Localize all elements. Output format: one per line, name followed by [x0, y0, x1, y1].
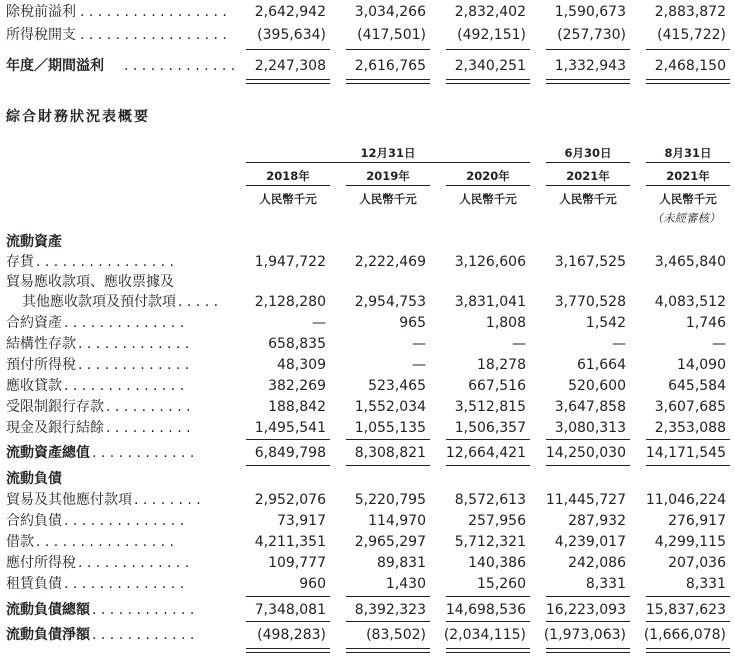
cell: 3,167,525	[554, 254, 626, 270]
cell: 5,220,795	[354, 492, 426, 508]
cell: 14,090	[677, 357, 726, 373]
leader-dots: . . . . . . . . . . . . . . . . .	[80, 4, 227, 20]
row-label: 借款	[6, 534, 34, 550]
total-row	[0, 443, 735, 463]
cell: 15,837,623	[645, 602, 726, 618]
divider	[246, 162, 530, 163]
cell: 1,542	[585, 315, 626, 331]
cell: 8,331	[685, 576, 726, 592]
cell: 1,430	[385, 576, 426, 592]
cell: —	[512, 336, 526, 352]
cell: 4,239,017	[554, 534, 626, 550]
cell: —	[312, 315, 326, 331]
cell: (417,501)	[357, 27, 426, 43]
cell: 2,642,942	[254, 4, 326, 20]
cell: 2,353,088	[654, 420, 726, 436]
header-unit: 人民幣千元	[459, 192, 517, 206]
leader-dots: . . . . . . . . . . . .	[92, 627, 195, 643]
section-title: 綜合財務狀況表概要	[6, 109, 150, 125]
cell: 2,222,469	[354, 254, 426, 270]
cell: (2,034,115)	[443, 627, 526, 643]
double-underline	[346, 79, 430, 84]
leader-dots: . . . . . . . . . . . .	[92, 445, 195, 461]
cell: 15,260	[477, 576, 526, 592]
cell: 1,055,135	[354, 420, 426, 436]
divider	[346, 439, 430, 440]
row-label: 流動負債	[6, 471, 62, 487]
header-group-jun: 6月30日	[564, 146, 612, 160]
cell: 3,607,685	[654, 399, 726, 415]
cell: 2,965,297	[354, 534, 426, 550]
table-row	[0, 313, 735, 333]
leader-dots: . . . . . . . . . . . . . .	[64, 513, 185, 529]
divider	[646, 185, 730, 186]
header-group-aug: 8月31日	[664, 146, 712, 160]
cell: 382,269	[268, 378, 326, 394]
table-row	[0, 397, 735, 417]
cell: 3,512,815	[454, 399, 526, 415]
leader-dots: . . . . . . . . . . . . .	[124, 58, 236, 74]
cell: 7,348,081	[254, 602, 326, 618]
divider	[546, 621, 630, 622]
cell: 1,590,673	[554, 4, 626, 20]
cell: (1,666,078)	[643, 627, 726, 643]
row-label: 流動負債總額	[6, 602, 90, 618]
double-underline	[446, 79, 530, 84]
cell: 3,770,528	[554, 294, 626, 310]
divider	[246, 49, 330, 50]
divider	[446, 439, 530, 440]
divider	[546, 49, 630, 50]
table-row	[0, 376, 735, 396]
header-unit: 人民幣千元	[559, 192, 617, 206]
table-row	[0, 2, 735, 22]
row-label: 存貨	[6, 254, 34, 270]
cell: 523,465	[368, 378, 426, 394]
divider	[546, 465, 630, 466]
cell: 8,308,821	[354, 445, 426, 461]
cell: 3,647,858	[554, 399, 626, 415]
divider	[646, 49, 730, 50]
divider	[446, 596, 530, 597]
table-row	[0, 25, 735, 45]
divider	[446, 621, 530, 622]
divider	[246, 621, 330, 622]
leader-dots: . . . . . . . . . . . . . . . . .	[80, 27, 227, 43]
cell: 5,712,321	[454, 534, 526, 550]
row-label: 受限制銀行存款	[6, 399, 104, 415]
header-unit: 人民幣千元	[359, 192, 417, 206]
divider	[646, 162, 730, 163]
divider	[446, 185, 530, 186]
leader-dots: . . . . . . . . . . . .	[92, 602, 195, 618]
cell: 276,917	[668, 513, 726, 529]
leader-dots: . . . . . . . . . .	[106, 399, 191, 415]
header-year: 2021年	[666, 169, 710, 183]
divider	[346, 185, 430, 186]
row-label: 合約資產	[6, 315, 62, 331]
divider	[346, 49, 430, 50]
double-underline	[646, 79, 730, 84]
table-row	[0, 292, 735, 312]
leader-dots: . . . . . . . . . . . . . .	[64, 315, 185, 331]
leader-dots: . . . . . . . . . . . . .	[78, 357, 190, 373]
divider	[646, 621, 730, 622]
divider	[546, 185, 630, 186]
cell: 3,126,606	[454, 254, 526, 270]
divider	[246, 185, 330, 186]
total-row	[0, 600, 735, 620]
cell: 2,952,076	[254, 492, 326, 508]
row-label: 結構性存款	[6, 336, 76, 352]
divider	[546, 439, 630, 440]
cell: 109,777	[268, 555, 326, 571]
cell: 3,080,313	[554, 420, 626, 436]
leader-dots: . . . . . . . . . . . . .	[78, 336, 190, 352]
cell: 2,832,402	[454, 4, 526, 20]
double-underline	[346, 648, 430, 653]
header-year: 2021年	[566, 169, 610, 183]
cell: —	[712, 336, 726, 352]
header-year: 2020年	[466, 169, 510, 183]
leader-dots: . . . . .	[178, 294, 219, 310]
header-unit: 人民幣千元	[659, 192, 717, 206]
table-row	[0, 272, 735, 292]
double-underline	[246, 79, 330, 84]
cell: 61,664	[577, 357, 626, 373]
cell: 4,083,512	[654, 294, 726, 310]
row-label: 應收貸款	[6, 378, 62, 394]
divider	[646, 465, 730, 466]
table-row	[0, 252, 735, 272]
table-row	[0, 532, 735, 552]
cell: 4,299,115	[654, 534, 726, 550]
leader-dots: . . . . . . . . . . . . . . . .	[36, 534, 174, 550]
table-row	[0, 56, 735, 76]
leader-dots: . . . . . . . . . . . . . .	[64, 576, 185, 592]
cell: (83,502)	[366, 627, 426, 643]
row-label: 流動負債淨額	[6, 627, 90, 643]
divider	[246, 439, 330, 440]
cell: 14,698,536	[445, 602, 526, 618]
cell: 8,331	[585, 576, 626, 592]
row-label: 流動資產總值	[6, 445, 90, 461]
cell: 3,831,041	[454, 294, 526, 310]
row-label: 除稅前溢利	[6, 4, 76, 20]
cell: 2,954,753	[354, 294, 426, 310]
cell: 3,465,840	[654, 254, 726, 270]
table-row	[0, 574, 735, 594]
cell: (415,722)	[657, 27, 726, 43]
cell: 2,616,765	[354, 58, 426, 74]
header-unit: 人民幣千元	[259, 192, 317, 206]
row-label: 年度／期間溢利	[6, 58, 104, 74]
cell: 140,386	[468, 555, 526, 571]
header-unaudited: （未經審核）	[651, 211, 721, 225]
divider	[646, 439, 730, 440]
cell: 8,572,613	[454, 492, 526, 508]
cell: 48,309	[277, 357, 326, 373]
cell: 1,332,943	[554, 58, 626, 74]
cell: 16,223,093	[545, 602, 626, 618]
row-label: 現金及銀行結餘	[6, 420, 104, 436]
table-row	[0, 355, 735, 375]
row-label: 合約負債	[6, 513, 62, 529]
net-row	[0, 625, 735, 645]
divider	[646, 596, 730, 597]
double-underline	[246, 648, 330, 653]
leader-dots: . . . . . . . .	[134, 492, 201, 508]
row-label: 應付所得稅	[6, 555, 76, 571]
row-label: 所得稅開支	[6, 27, 76, 43]
cell: (1,973,063)	[543, 627, 626, 643]
leader-dots: . . . . . . . . . . . . .	[78, 555, 190, 571]
cell: 1,746	[685, 315, 726, 331]
row-label: 貿易及其他應付款項	[6, 492, 132, 508]
cell: (395,634)	[257, 27, 326, 43]
divider	[446, 465, 530, 466]
cell: (492,151)	[457, 27, 526, 43]
cell: 2,128,280	[254, 294, 326, 310]
cell: 965	[399, 315, 426, 331]
double-underline	[446, 648, 530, 653]
cell: 14,250,030	[545, 445, 626, 461]
table-row	[0, 334, 735, 354]
cell: 1,808	[485, 315, 526, 331]
leader-dots: . . . . . . . . . . . . . . . .	[36, 254, 174, 270]
cell: 114,970	[368, 513, 426, 529]
cell: 11,046,224	[645, 492, 726, 508]
cell: 188,842	[268, 399, 326, 415]
section-heading	[0, 469, 735, 489]
divider	[346, 596, 430, 597]
cell: 18,278	[477, 357, 526, 373]
cell: 2,468,150	[654, 58, 726, 74]
cell: (257,730)	[557, 27, 626, 43]
table-row	[0, 418, 735, 438]
leader-dots: . . . . . . . . . . . . . .	[64, 378, 185, 394]
divider	[346, 465, 430, 466]
cell: 645,584	[668, 378, 726, 394]
cell: 1,947,722	[254, 254, 326, 270]
cell: 4,211,351	[254, 534, 326, 550]
cell: 6,849,798	[254, 445, 326, 461]
divider	[246, 465, 330, 466]
cell: 1,552,034	[354, 399, 426, 415]
double-underline	[546, 648, 630, 653]
row-label: 其他應收款項及預付款項	[22, 294, 176, 310]
cell: 11,445,727	[545, 492, 626, 508]
cell: —	[412, 336, 426, 352]
header-year: 2019年	[366, 169, 410, 183]
cell: —	[612, 336, 626, 352]
cell: 8,392,323	[354, 602, 426, 618]
cell: 89,831	[377, 555, 426, 571]
divider	[546, 162, 630, 163]
divider	[446, 49, 530, 50]
cell: 2,247,308	[254, 58, 326, 74]
cell: 2,883,872	[654, 4, 726, 20]
row-label: 租賃負債	[6, 576, 62, 592]
row-label: 流動資產	[6, 234, 62, 250]
header-group-dec: 12月31日	[360, 146, 416, 160]
divider	[546, 596, 630, 597]
cell: 14,171,545	[645, 445, 726, 461]
cell: 73,917	[277, 513, 326, 529]
cell: 287,932	[568, 513, 626, 529]
section-heading	[0, 232, 735, 252]
cell: —	[412, 357, 426, 373]
double-underline	[546, 79, 630, 84]
table-row	[0, 553, 735, 573]
row-label: 預付所得稅	[6, 357, 76, 373]
header-year: 2018年	[266, 169, 310, 183]
divider	[346, 621, 430, 622]
leader-dots: . . . . . . . . . .	[106, 420, 191, 436]
cell: 207,036	[668, 555, 726, 571]
table-row	[0, 511, 735, 531]
cell: 1,506,357	[454, 420, 526, 436]
cell: 257,956	[468, 513, 526, 529]
cell: 667,516	[468, 378, 526, 394]
cell: 1,495,541	[254, 420, 326, 436]
double-underline	[646, 648, 730, 653]
cell: 3,034,266	[354, 4, 426, 20]
cell: (498,283)	[257, 627, 326, 643]
cell: 658,835	[268, 336, 326, 352]
cell: 2,340,251	[454, 58, 526, 74]
table-row	[0, 490, 735, 510]
cell: 242,086	[568, 555, 626, 571]
cell: 12,664,421	[445, 445, 526, 461]
cell: 960	[299, 576, 326, 592]
divider	[246, 596, 330, 597]
row-label: 貿易應收款項、應收票據及	[6, 274, 174, 290]
cell: 520,600	[568, 378, 626, 394]
